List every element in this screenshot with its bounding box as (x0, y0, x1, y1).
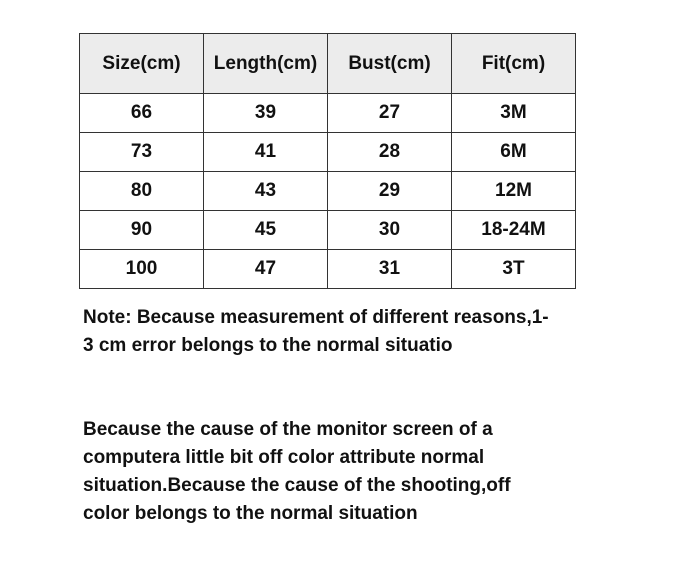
cell-fit: 3T (452, 250, 576, 289)
table-row (80, 250, 576, 289)
cell-bust: 28 (328, 133, 452, 172)
cell-length: 43 (204, 172, 328, 211)
cell-size: 80 (80, 172, 204, 211)
cell-fit: 6M (452, 133, 576, 172)
header-length: Length(cm) (204, 34, 328, 94)
cell-length: 47 (204, 250, 328, 289)
header-fit: Fit(cm) (452, 34, 576, 94)
header-bust: Bust(cm) (328, 34, 452, 94)
cell-size: 73 (80, 133, 204, 172)
cell-length: 41 (204, 133, 328, 172)
cell-size: 90 (80, 211, 204, 250)
cell-bust: 29 (328, 172, 452, 211)
cell-size: 100 (80, 250, 204, 289)
cell-bust: 31 (328, 250, 452, 289)
table-row (80, 94, 576, 133)
table-row (80, 133, 576, 172)
cell-fit: 12M (452, 172, 576, 211)
color-note: Because the cause of the monitor screen of a computera little bit off color attribute normal situation.Because the cause of the shooting,off color belongs to the normal situation (83, 419, 511, 524)
table-header-row (80, 34, 576, 94)
size-chart-table (79, 33, 576, 289)
cell-size: 66 (80, 94, 204, 133)
table-row (80, 211, 576, 250)
cell-length: 45 (204, 211, 328, 250)
table-row (80, 172, 576, 211)
cell-length: 39 (204, 94, 328, 133)
cell-fit: 3M (452, 94, 576, 133)
cell-fit: 18-24M (452, 211, 576, 250)
header-size: Size(cm) (80, 34, 204, 94)
measurement-note: Note: Because measurement of different reasons,1-3 cm error belongs to the normal situatio (83, 307, 549, 356)
cell-bust: 27 (328, 94, 452, 133)
cell-bust: 30 (328, 211, 452, 250)
